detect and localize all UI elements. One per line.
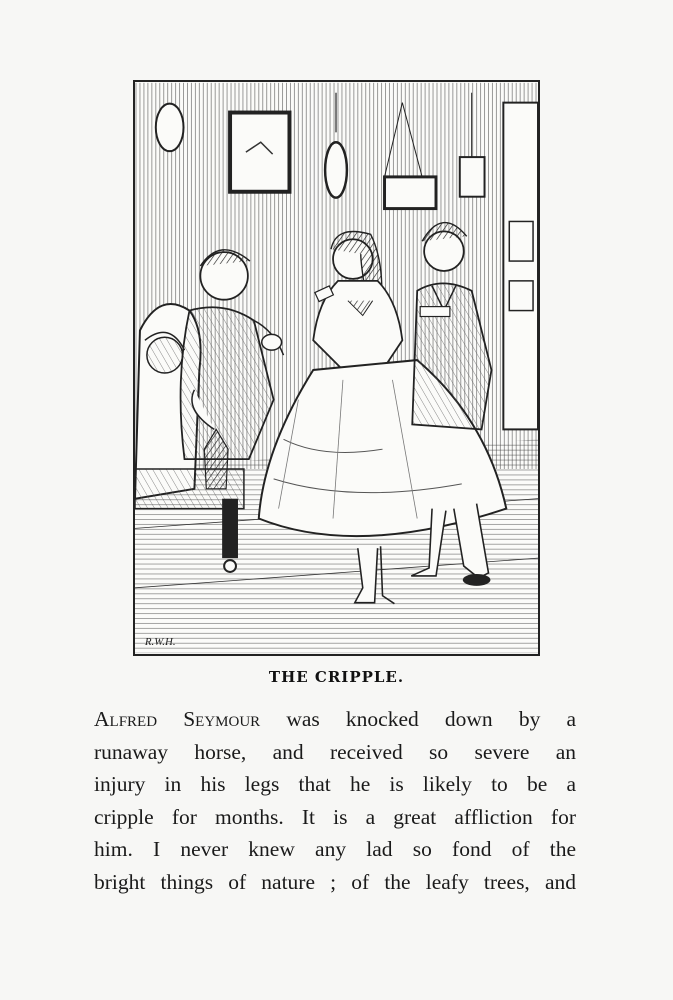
engraver-signature: R.W.H. — [144, 636, 176, 649]
text-line-3: injury in his legs that he is likely to be a — [94, 772, 576, 796]
text-line-6: bright things of nature ; of the leafy trees, and — [94, 869, 576, 894]
text-line-1 — [94, 703, 576, 736]
lead-word-1: Alfred — [94, 707, 158, 731]
engraving-illustration — [133, 80, 540, 656]
body-paragraph — [94, 703, 576, 898]
text-line-4: cripple for months. It is a great affliction for — [94, 804, 576, 829]
text-line-5: him. I never knew any lad so fond of the — [94, 837, 576, 861]
engraving-drawing — [135, 82, 538, 654]
illustration-caption: THE CRIPPLE. — [268, 668, 405, 686]
line-1-rest: was knocked down by a — [286, 707, 577, 731]
lead-word-2: Seymour — [183, 707, 261, 731]
text-line-2: runaway horse, and received so severe an — [94, 739, 576, 764]
